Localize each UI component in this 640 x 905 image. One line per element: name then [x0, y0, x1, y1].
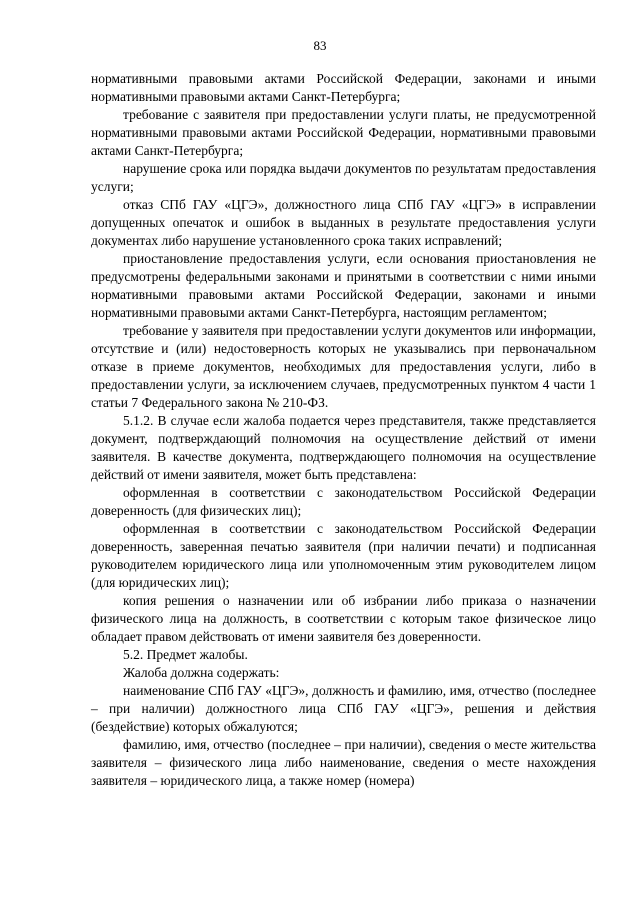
paragraph: фамилию, имя, отчество (последнее – при наличии), сведения о месте жительства заявителя – физического лица либо наименование, сведения о месте нахождения заявителя – юридического лица, а также номер (номера): [91, 737, 596, 788]
paragraph: приостановление предоставления услуги, если основания приостановления не предусмотрены федеральными законами и принятыми в соответствии с ними иными нормативными правовыми актами Российской Федерации, законами и иными нормативными правовыми актами Санкт-Петербурга, настоящим регламентом;: [91, 251, 596, 320]
paragraph: оформленная в соответствии с законодательством Российской Федерации доверенность (для физических лиц);: [91, 485, 596, 518]
paragraph: требование у заявителя при предоставлении услуги документов или информации, отсутствие и (или) недостоверность которых не указывались при первоначальном отказе в приеме документов, необходимых для предоставления услуги, либо в предоставлении услуги, за исключением случаев, предусмотренных пунктом 4 части 1 статьи 7 Федерального закона № 210-ФЗ.: [91, 323, 596, 410]
paragraph: 5.1.2. В случае если жалоба подается через представителя, также представляется документ, подтверждающий полномочия на осуществление действий от имени заявителя. В качестве документа, подтверждающего полномочия на осуществление действий от имени заявителя, может быть представлена:: [91, 413, 596, 482]
paragraph: оформленная в соответствии с законодательством Российской Федерации доверенность, заверенная печатью заявителя (при наличии печати) и подписанная руководителем юридического лица или уполномоченным этим руководителем лицом (для юридических лиц);: [91, 521, 596, 590]
paragraph: Жалоба должна содержать:: [123, 665, 280, 680]
paragraph-continuation: нормативными правовыми актами Российской Федерации, законами и иными нормативными правовыми актами Санкт-Петербурга;: [91, 71, 596, 104]
paragraph: нарушение срока или порядка выдачи документов по результатам предоставления услуги;: [91, 161, 596, 194]
page-number: 83: [313, 38, 327, 53]
paragraph: требование с заявителя при предоставлении услуги платы, не предусмотренной нормативными правовыми актами Российской Федерации, нормативными правовыми актами Санкт-Петербурга;: [91, 107, 596, 158]
paragraph: наименование СПб ГАУ «ЦГЭ», должность и фамилию, имя, отчество (последнее – при наличии) должностного лица СПб ГАУ «ЦГЭ», решения и действия (бездействие) которых обжалуются;: [91, 683, 596, 734]
paragraph: копия решения о назначении или об избрании либо приказа о назначении физического лица на должность, в соответствии с которым такое физическое лицо обладает правом действовать от имени заявителя без доверенности.: [91, 593, 596, 644]
section-heading: 5.2. Предмет жалобы.: [123, 647, 248, 662]
document-body: [91, 70, 596, 790]
paragraph: отказ СПб ГАУ «ЦГЭ», должностного лица СПб ГАУ «ЦГЭ» в исправлении допущенных опечаток и ошибок в выданных в результате предоставления услуги документах либо нарушение установленного срока таких исправлений;: [91, 197, 596, 248]
